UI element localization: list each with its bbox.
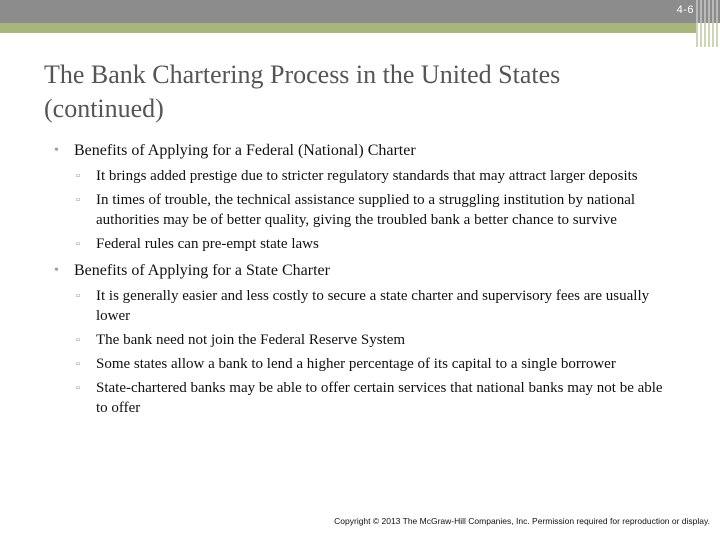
list-item: ▫ State-chartered banks may be able to offer certain services that national banks may not be able to offer [76, 380, 663, 416]
copyright-footer: Copyright © 2013 The McGraw-Hill Companies, Inc. Permission required for reproduction or display. [334, 516, 710, 526]
bullet-dot-icon: • [54, 263, 59, 278]
square-bullet-icon: ▫ [76, 194, 80, 206]
square-bullet-icon: ▫ [76, 290, 80, 302]
bullet-federal-charter [52, 140, 672, 162]
list-item: ▫ Some states allow a bank to lend a higher percentage of its capital to a single borrower [76, 356, 616, 372]
square-bullet-icon: ▫ [76, 358, 80, 370]
bullet-state-charter [52, 260, 672, 282]
bullet-heading: Benefits of Applying for a State Charter [74, 262, 330, 279]
state-benefits-list [52, 286, 672, 418]
header-stripes [696, 0, 720, 47]
slide-title: The Bank Chartering Process in the United States (continued) [44, 60, 561, 123]
federal-benefits-list [52, 166, 672, 254]
list-item: ▫ It is generally easier and less costly to secure a state charter and supervisory fees are usually lower [76, 288, 650, 324]
list-item: ▫ Federal rules can pre-empt state laws [76, 236, 319, 252]
bullet-heading: Benefits of Applying for a Federal (National) Charter [74, 142, 416, 159]
bullet-dot-icon: • [54, 143, 59, 158]
square-bullet-icon: ▫ [76, 238, 80, 250]
slide-number: 4-6 [676, 4, 694, 16]
list-item: ▫ In times of trouble, the technical assistance supplied to a struggling institution by national authorities may be of better quality, giving the troubled bank a better chance to survive [76, 192, 636, 228]
header-bar [0, 0, 720, 23]
list-item: ▫ It brings added prestige due to stricter regulatory standards that may attract larger deposits [76, 168, 638, 184]
header-accent-bar [0, 23, 720, 33]
slide-content [52, 140, 672, 424]
square-bullet-icon: ▫ [76, 382, 80, 394]
list-item: ▫ The bank need not join the Federal Reserve System [76, 332, 406, 348]
square-bullet-icon: ▫ [76, 170, 80, 182]
square-bullet-icon: ▫ [76, 334, 80, 346]
